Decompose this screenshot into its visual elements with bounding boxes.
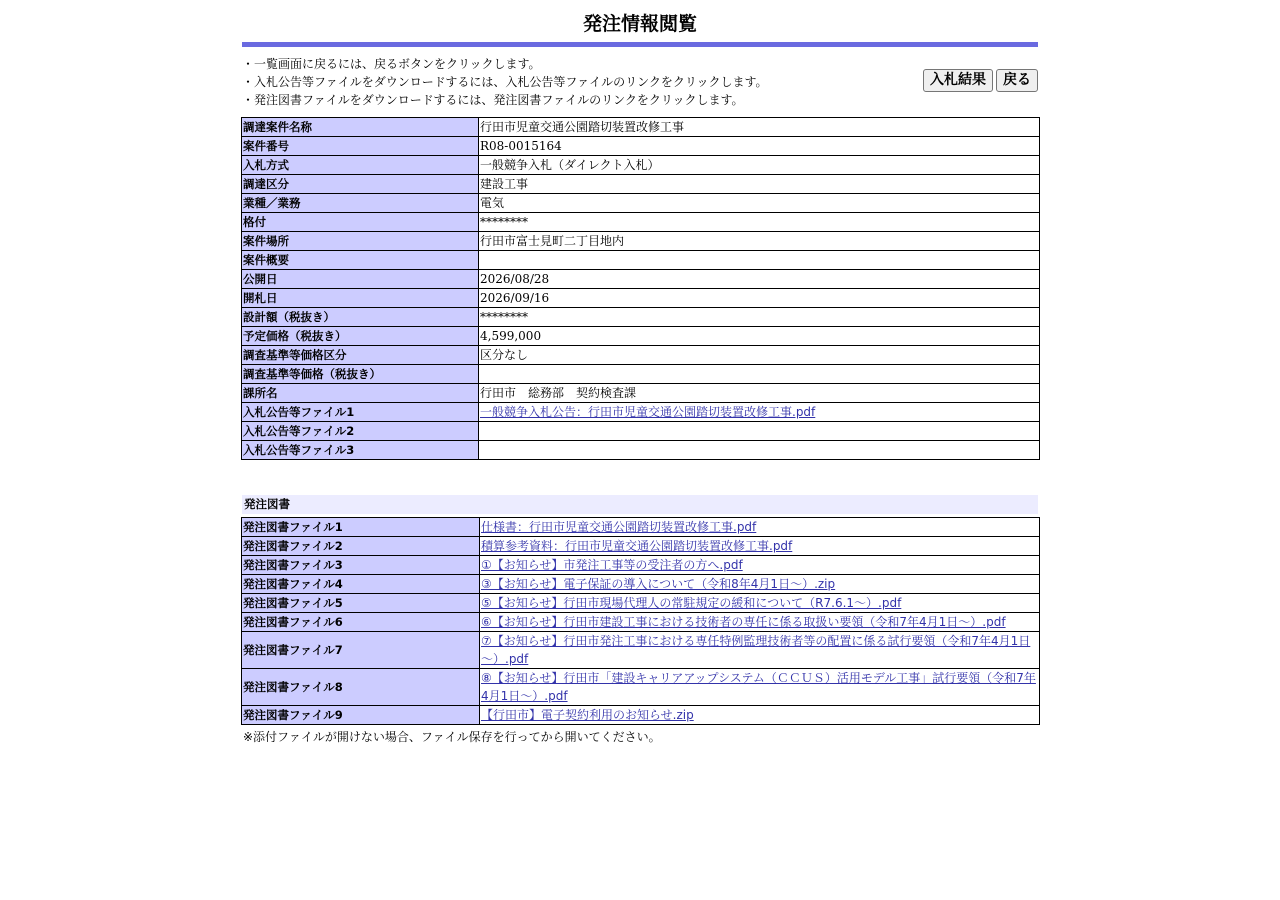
info-value	[479, 365, 1040, 384]
doc-file-row	[242, 632, 1040, 669]
page-container	[242, 0, 1038, 745]
info-value: 4,599,000	[479, 327, 1040, 346]
doc-file-row	[242, 556, 1040, 575]
doc-file-label: 発注図書ファイル4	[242, 575, 480, 594]
doc-file-row	[242, 706, 1040, 725]
doc-file-link[interactable]: ⑥【お知らせ】行田市建設工事における技術者の専任に係る取扱い要領（令和7年4月1日～）.pdf	[481, 615, 1006, 629]
info-row	[242, 308, 1040, 327]
info-row	[242, 346, 1040, 365]
project-info-table	[241, 117, 1040, 460]
footer-note: ※添付ファイルが開けない場合、ファイル保存を行ってから開いてください。	[243, 730, 661, 744]
doc-file-cell	[480, 669, 1040, 706]
doc-file-cell	[480, 518, 1040, 537]
info-row	[242, 251, 1040, 270]
info-value: 2026/09/16	[479, 289, 1040, 308]
doc-file-label: 発注図書ファイル1	[242, 518, 480, 537]
doc-file-link[interactable]: ⑧【お知らせ】行田市「建設キャリアアップシステム（ＣＣＵＳ）活用モデル工事」試行要領（令和7年4月1日～）.pdf	[481, 671, 1036, 703]
info-row	[242, 422, 1040, 441]
doc-file-label: 発注図書ファイル5	[242, 594, 480, 613]
doc-file-cell	[480, 575, 1040, 594]
info-value: 行田市 総務部 契約検査課	[479, 384, 1040, 403]
page-title: 発注情報閲覧	[582, 13, 697, 35]
info-value: 電気	[479, 194, 1040, 213]
instructions	[242, 55, 767, 109]
info-value: 行田市児童交通公園踏切装置改修工事	[479, 118, 1040, 137]
info-label: 案件概要	[242, 251, 479, 270]
info-value	[479, 422, 1040, 441]
info-value	[479, 403, 1040, 422]
instructions-area	[242, 47, 1038, 117]
info-label: 調査基準等価格（税抜き）	[242, 365, 479, 384]
doc-file-row	[242, 537, 1040, 556]
info-row	[242, 403, 1040, 422]
info-value: 行田市富士見町二丁目地内	[479, 232, 1040, 251]
doc-file-row	[242, 594, 1040, 613]
info-row	[242, 213, 1040, 232]
instruction-line: ・一覧画面に戻るには、戻るボタンをクリックします。	[242, 57, 541, 71]
info-row	[242, 270, 1040, 289]
info-label: 入札公告等ファイル1	[242, 403, 479, 422]
doc-file-row	[242, 613, 1040, 632]
info-value	[479, 251, 1040, 270]
doc-file-label: 発注図書ファイル7	[242, 632, 480, 669]
info-label: 課所名	[242, 384, 479, 403]
info-row	[242, 384, 1040, 403]
info-row	[242, 137, 1040, 156]
notice-file-link[interactable]: 一般競争入札公告：行田市児童交通公園踏切装置改修工事.pdf	[480, 405, 816, 419]
doc-file-cell	[480, 537, 1040, 556]
info-value	[479, 441, 1040, 460]
doc-file-link[interactable]: 【行田市】電子契約利用のお知らせ.zip	[481, 708, 694, 722]
info-label: 設計額（税抜き）	[242, 308, 479, 327]
doc-file-label: 発注図書ファイル6	[242, 613, 480, 632]
action-buttons	[923, 69, 1038, 92]
docs-section-title: 発注図書	[242, 495, 1038, 514]
doc-file-label: 発注図書ファイル8	[242, 669, 480, 706]
doc-file-row	[242, 518, 1040, 537]
info-row	[242, 289, 1040, 308]
info-label: 入札公告等ファイル2	[242, 422, 479, 441]
doc-file-link[interactable]: ①【お知らせ】市発注工事等の受注者の方へ.pdf	[481, 558, 743, 572]
info-label: 調達案件名称	[242, 118, 479, 137]
doc-file-link[interactable]: ③【お知らせ】電子保証の導入について（令和8年4月1日～）.zip	[481, 577, 836, 591]
info-label: 入札方式	[242, 156, 479, 175]
doc-file-cell	[480, 613, 1040, 632]
doc-file-link[interactable]: ⑤【お知らせ】行田市現場代理人の常駐規定の緩和について（R7.6.1～）.pdf	[481, 596, 902, 610]
info-label: 案件場所	[242, 232, 479, 251]
order-docs-table	[241, 517, 1040, 725]
back-button[interactable]: 戻る	[996, 69, 1038, 92]
doc-file-label: 発注図書ファイル3	[242, 556, 480, 575]
info-value: 2026/08/28	[479, 270, 1040, 289]
info-row	[242, 232, 1040, 251]
info-value: ********	[479, 213, 1040, 232]
doc-file-link[interactable]: 仕様書：行田市児童交通公園踏切装置改修工事.pdf	[481, 520, 757, 534]
doc-file-label: 発注図書ファイル9	[242, 706, 480, 725]
info-label: 公開日	[242, 270, 479, 289]
doc-file-row	[242, 669, 1040, 706]
info-value: ********	[479, 308, 1040, 327]
doc-file-row	[242, 575, 1040, 594]
info-label: 案件番号	[242, 137, 479, 156]
info-value: R08-0015164	[479, 137, 1040, 156]
info-label: 格付	[242, 213, 479, 232]
instruction-line: ・入札公告等ファイルをダウンロードするには、入札公告等ファイルのリンクをクリックします。	[242, 75, 768, 89]
info-label: 業種／業務	[242, 194, 479, 213]
instruction-line: ・発注図書ファイルをダウンロードするには、発注図書ファイルのリンクをクリックします。	[242, 93, 744, 107]
doc-file-link[interactable]: 積算参考資料：行田市児童交通公園踏切装置改修工事.pdf	[481, 539, 793, 553]
doc-file-label: 発注図書ファイル2	[242, 537, 480, 556]
info-row	[242, 365, 1040, 384]
info-label: 調達区分	[242, 175, 479, 194]
info-value: 建設工事	[479, 175, 1040, 194]
doc-file-cell	[480, 632, 1040, 669]
bid-results-button[interactable]: 入札結果	[923, 69, 993, 92]
doc-file-cell	[480, 594, 1040, 613]
info-label: 開札日	[242, 289, 479, 308]
info-row	[242, 327, 1040, 346]
info-label: 調査基準等価格区分	[242, 346, 479, 365]
info-value: 一般競争入札（ダイレクト入札）	[479, 156, 1040, 175]
info-row	[242, 194, 1040, 213]
info-row	[242, 441, 1040, 460]
doc-file-cell	[480, 706, 1040, 725]
info-row	[242, 156, 1040, 175]
info-value: 区分なし	[479, 346, 1040, 365]
info-row	[242, 175, 1040, 194]
doc-file-link[interactable]: ⑦【お知らせ】行田市発注工事における専任特例監理技術者等の配置に係る試行要領（令和7年4月1日～）.pdf	[481, 634, 1031, 666]
info-label: 予定価格（税抜き）	[242, 327, 479, 346]
doc-file-cell	[480, 556, 1040, 575]
info-row	[242, 118, 1040, 137]
info-label: 入札公告等ファイル3	[242, 441, 479, 460]
